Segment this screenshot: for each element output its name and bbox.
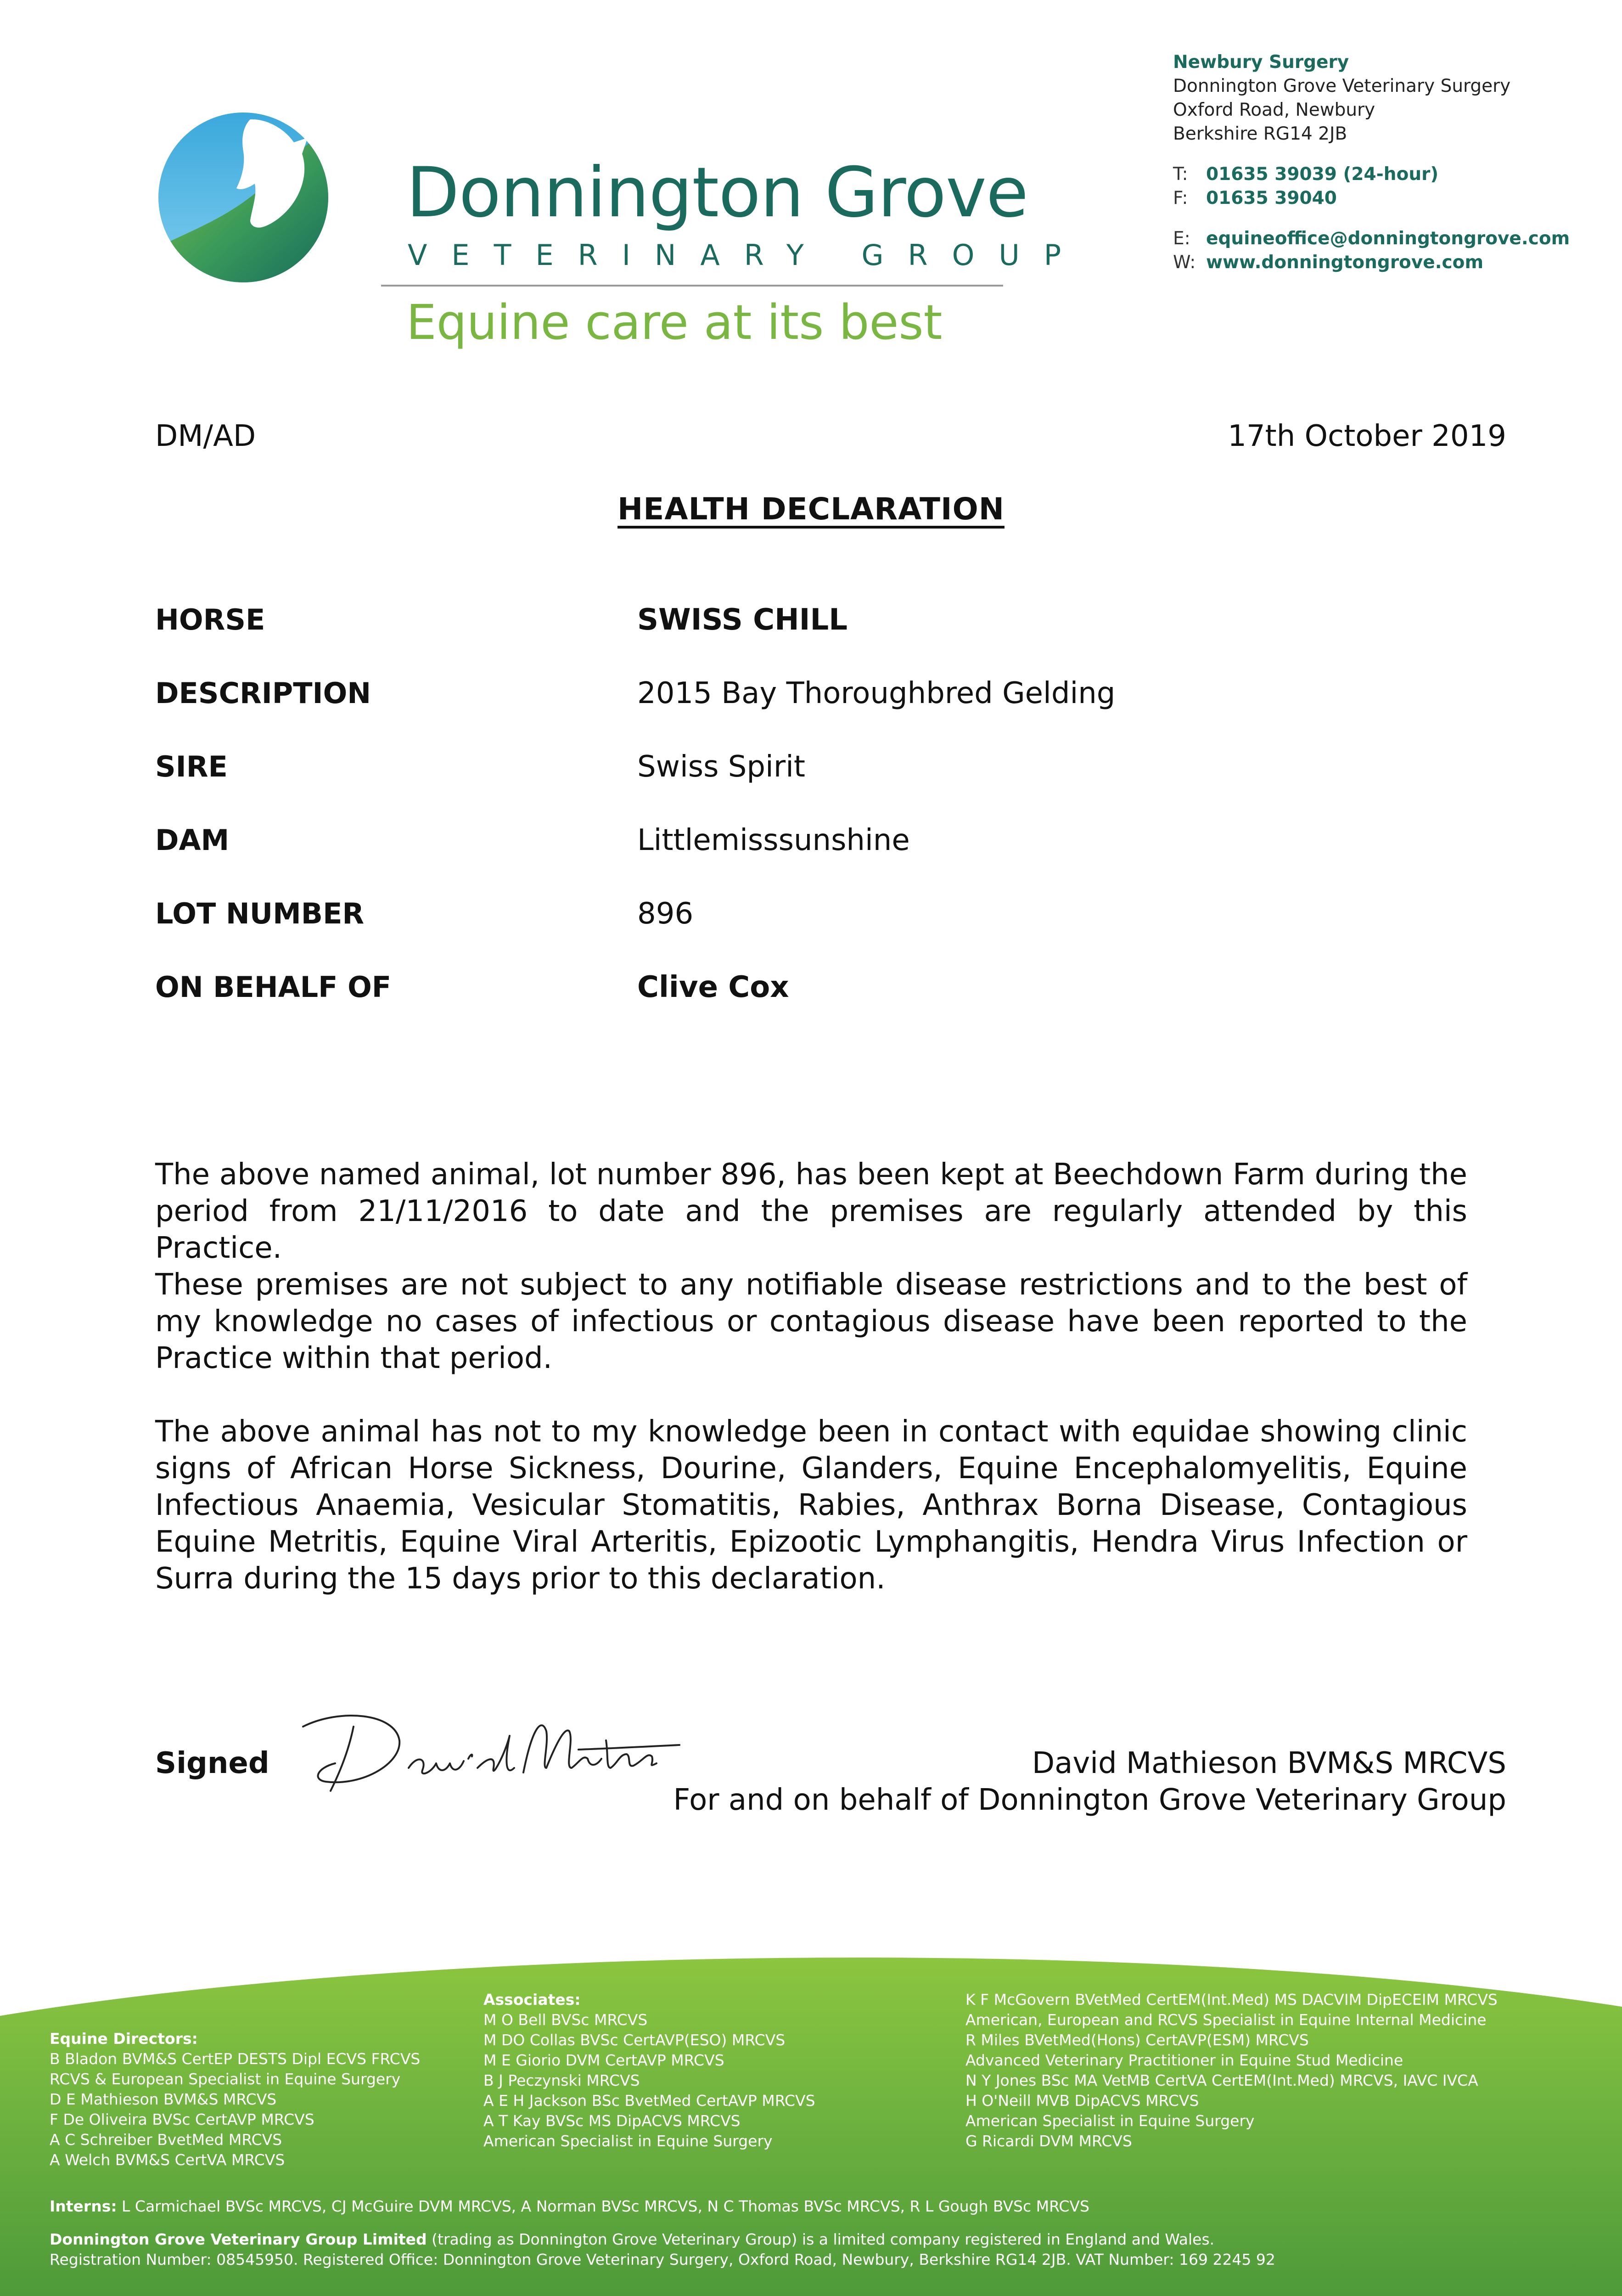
- associate-line: Advanced Veterinary Practitioner in Equine Stud Medicine: [965, 2051, 1403, 2069]
- footer-associates: [483, 1990, 815, 2151]
- director-line: RCVS & European Specialist in Equine Surgery: [50, 2070, 401, 2088]
- signer-on-behalf: For and on behalf of Donnington Grove Veterinary Group: [673, 1783, 1506, 1817]
- letter-reference: DM/AD: [155, 419, 256, 453]
- associate-line: N Y Jones BSc MA VetMB CertVA CertEM(Int.Med) MRCVS, IAVC IVCA: [965, 2071, 1478, 2089]
- field-label: DESCRIPTION: [155, 676, 371, 710]
- associate-line: A T Kay BVSc MS DipACVS MRCVS: [483, 2112, 741, 2130]
- brand-name: Donnington Grove: [406, 153, 1028, 233]
- associate-line: American, European and RCVS Specialist in Equine Internal Medicine: [965, 2011, 1487, 2029]
- associate-line: H O'Neill MVB DipACVS MRCVS: [965, 2092, 1199, 2110]
- footer-interns: [50, 2196, 1089, 2217]
- web-line: [1173, 251, 1570, 275]
- registration-line: Registration Number: 08545950. Registered Office: Donnington Grove Veterinary Surgery, Oxford Road, Newbury, Berkshire RG14 2JB. VAT Number: 169 2245 92: [50, 2251, 1275, 2268]
- address-line: Donnington Grove Veterinary Surgery: [1173, 76, 1511, 96]
- fax-line: [1173, 186, 1570, 210]
- associate-line: American Specialist in Equine Surgery: [483, 2132, 773, 2150]
- field-row-on-behalf-of: [155, 969, 1510, 1042]
- contact-block: [1173, 51, 1570, 275]
- phone-line: [1173, 163, 1570, 186]
- field-row-description: [155, 675, 1510, 748]
- directors-heading: Equine Directors:: [50, 2030, 198, 2048]
- associate-line: G Ricardi DVM MRCVS: [965, 2132, 1132, 2150]
- director-line: A Welch BVM&S CertVA MRCVS: [50, 2151, 285, 2169]
- field-row-sire: [155, 748, 1510, 822]
- interns-label: Interns:: [50, 2197, 117, 2215]
- field-value: 896: [637, 897, 694, 931]
- brand-tagline: Equine care at its best: [406, 294, 943, 350]
- associate-line: R Miles BVetMed(Hons) CertAVP(ESM) MRCVS: [965, 2031, 1309, 2049]
- brand-subtitle: VETERINARY GROUP: [408, 238, 1086, 272]
- fax-number: 01635 39040: [1206, 188, 1337, 208]
- handwritten-signature: [285, 1699, 689, 1805]
- footer-company: [50, 2229, 1275, 2270]
- signer-block: [673, 1745, 1506, 1818]
- associate-line: B J Peczynski MRCVS: [483, 2071, 640, 2089]
- field-label: SIRE: [155, 750, 228, 783]
- signer-name: David Mathieson BVM&S MRCVS: [1032, 1746, 1506, 1780]
- company-name: Donnington Grove Veterinary Group Limited: [50, 2230, 427, 2248]
- associate-line: M DO Collas BVSc CertAVP(ESO) MRCVS: [483, 2031, 786, 2049]
- email-link[interactable]: equineoffice@donningtongrove.com: [1206, 228, 1570, 249]
- fax-label: F:: [1173, 188, 1188, 208]
- signed-label: Signed: [155, 1746, 269, 1780]
- email-line: [1173, 227, 1570, 251]
- field-label: LOT NUMBER: [155, 897, 365, 930]
- director-line: B Bladon BVM&S CertEP DESTS Dipl ECVS FRCVS: [50, 2050, 421, 2068]
- interns-list: L Carmichael BVSc MRCVS, CJ McGuire DVM MRCVS, A Norman BVSc MRCVS, N C Thomas BVSc MRCVS, R L Gough BVSc MRCVS: [122, 2197, 1089, 2215]
- horse-details: [155, 602, 1510, 1042]
- field-value: 2015 Bay Thoroughbred Gelding: [637, 676, 1116, 710]
- spacer: [1173, 146, 1570, 163]
- associate-line: American Specialist in Equine Surgery: [965, 2112, 1255, 2130]
- associates-heading: Associates:: [483, 1991, 581, 2009]
- field-value: SWISS CHILL: [637, 603, 847, 637]
- field-value: Littlemisssunshine: [637, 823, 910, 857]
- field-row-horse: [155, 602, 1510, 675]
- declaration-paragraph: The above animal has not to my knowledge been in contact with equidae showing clinic signs of African Horse Sickness, Dourine, Glanders, Equine Encephalomyelitis, Equine Infectious Anaemia, Vesicular Stomatitis, Rabies, Anthrax Borna Disease, Contagious Equine Metritis, Equine Viral Arteritis, Epizootic Lymphangitis, Hendra Virus Infection or Surra during the 15 days prior to this declaration.: [155, 1415, 1467, 1596]
- declaration-paragraph: The above named animal, lot number 896, has been kept at Beechdown Farm during the period from 21/11/2016 to date and the premises are regularly attended by this Practice.: [155, 1158, 1467, 1265]
- field-label: ON BEHALF OF: [155, 970, 392, 1004]
- document-title: HEALTH DECLARATION: [617, 491, 1005, 527]
- director-line: D E Mathieson BVM&S MRCVS: [50, 2090, 277, 2108]
- declaration-paragraph: These premises are not subject to any notifiable disease restrictions and to the best of my knowledge no cases of infectious or contagious disease have been reported to the Practice within that period.: [155, 1268, 1467, 1375]
- web-label: W:: [1173, 252, 1196, 273]
- associate-line: K F McGovern BVetMed CertEM(Int.Med) MS DACVIM DipECEIM MRCVS: [965, 1991, 1498, 2009]
- field-value: Swiss Spirit: [637, 750, 805, 784]
- letter-date: 17th October 2019: [1228, 419, 1506, 453]
- email-label: E:: [1173, 228, 1190, 249]
- field-value: Clive Cox: [637, 970, 789, 1004]
- website-link[interactable]: www.donningtongrove.com: [1206, 252, 1484, 273]
- phone-number: 01635 39039 (24-hour): [1206, 164, 1439, 185]
- director-line: A C Schreiber BvetMed MRCVS: [50, 2131, 282, 2149]
- company-text: (trading as Donnington Grove Veterinary Group) is a limited company registered in England and Wales.: [432, 2230, 1215, 2248]
- footer-associates-continued: [965, 1990, 1498, 2151]
- footer-directors: [50, 2029, 420, 2170]
- associate-line: M O Bell BVSc MRCVS: [483, 2011, 648, 2029]
- practice-logo: [156, 110, 331, 285]
- address-line: Berkshire RG14 2JB: [1173, 124, 1347, 144]
- company-line: [50, 2229, 1275, 2250]
- phone-label: T:: [1173, 164, 1188, 185]
- associate-line: A E H Jackson BSc BvetMed CertAVP MRCVS: [483, 2092, 815, 2110]
- spacer: [1173, 210, 1570, 227]
- field-row-lot-number: [155, 895, 1510, 969]
- field-row-dam: [155, 822, 1510, 895]
- field-label: DAM: [155, 823, 230, 857]
- director-line: F De Oliveira BVSc CertAVP MRCVS: [50, 2110, 314, 2128]
- field-label: HORSE: [155, 603, 265, 636]
- surgery-name: Newbury Surgery: [1173, 52, 1349, 73]
- associate-line: M E Giorio DVM CertAVP MRCVS: [483, 2051, 724, 2069]
- address-line: Oxford Road, Newbury: [1173, 100, 1375, 120]
- brand-divider: [381, 285, 1003, 287]
